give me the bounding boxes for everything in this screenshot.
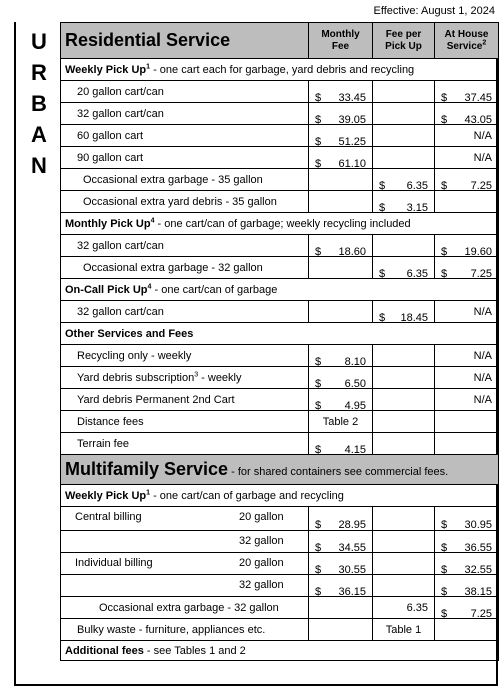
row-label: Occasional extra garbage - 32 gallon [61, 257, 309, 279]
row-label: Yard debris Permanent 2nd Cart [61, 389, 309, 411]
table-row [61, 389, 499, 411]
at-house-cell: $ 37.45 [435, 81, 499, 103]
monthly-fee-cell [309, 257, 373, 279]
col-at-house: At House Service$^2$ [435, 23, 499, 59]
col-fee-per-pickup: Fee per Pick Up [373, 23, 435, 59]
table-row [61, 257, 499, 279]
other-section-row [61, 323, 499, 345]
monthly-fee-cell [309, 301, 373, 323]
monthly-fee-cell: $ 4.95 [309, 389, 373, 411]
row-label: 60 gallon cart [61, 125, 309, 147]
at-house-cell [435, 433, 499, 455]
row-label: Yard debris subscription$^3$ - weekly [61, 367, 309, 389]
table-row [61, 235, 499, 257]
table-row [61, 619, 499, 641]
monthly-fee-cell: $ 4.15 [309, 433, 373, 455]
row-label: 32 gallon cart/can [61, 235, 309, 257]
row-label: 32 gallon cart/can [61, 301, 309, 323]
per-pickup-cell: $ 18.45 [373, 301, 435, 323]
residential-title: Residential Service [61, 23, 309, 59]
per-pickup-cell: $ 6.35 [373, 257, 435, 279]
monthly-fee-cell: Table 2 [309, 411, 373, 433]
table-row [61, 301, 499, 323]
monthly-fee-cell: $ 34.55 [309, 531, 373, 553]
per-pickup-cell: $ 3.15 [373, 191, 435, 213]
table-row [61, 553, 499, 575]
at-house-cell: $ 43.05 [435, 103, 499, 125]
per-pickup-cell [373, 103, 435, 125]
table-row [61, 507, 499, 531]
monthly-fee-cell: $ 61.10 [309, 147, 373, 169]
urban-letter-b: B [31, 91, 47, 116]
row-label: Occasional extra garbage - 32 gallon [61, 597, 309, 619]
per-pickup-cell [373, 575, 435, 597]
per-pickup-cell [373, 389, 435, 411]
monthly-fee-cell: $ 8.10 [309, 345, 373, 367]
per-pickup-cell [373, 125, 435, 147]
urban-letter-a: A [31, 122, 47, 147]
table-row [61, 191, 499, 213]
row-label: 32 gallon [61, 531, 309, 553]
at-house-cell: N/A [435, 301, 499, 323]
at-house-cell: $ 19.60 [435, 235, 499, 257]
per-pickup-cell [373, 433, 435, 455]
row-label: Occasional extra yard debris - 35 gallon [61, 191, 309, 213]
at-house-cell: N/A [435, 367, 499, 389]
oncall-section-row [61, 279, 499, 301]
table-row [61, 103, 499, 125]
per-pickup-cell [373, 531, 435, 553]
urban-letter-n: N [31, 153, 47, 178]
mf-weekly-section-row [61, 485, 499, 507]
per-pickup-cell: Table 1 [373, 619, 435, 641]
monthly-fee-cell: $ 51.25 [309, 125, 373, 147]
at-house-cell: $ 7.25 [435, 597, 499, 619]
row-label: 32 gallon [61, 575, 309, 597]
table-row [61, 367, 499, 389]
at-house-cell: N/A [435, 147, 499, 169]
row-label: 90 gallon cart [61, 147, 309, 169]
per-pickup-cell [373, 147, 435, 169]
monthly-fee-cell: $ 33.45 [309, 81, 373, 103]
at-house-cell: N/A [435, 389, 499, 411]
table-row [61, 81, 499, 103]
row-label: Distance fees [61, 411, 309, 433]
row-label: Bulky waste - furniture, appliances etc. [61, 619, 309, 641]
table-row [61, 345, 499, 367]
at-house-cell: $ 36.55 [435, 531, 499, 553]
per-pickup-cell [373, 81, 435, 103]
monthly-fee-cell [309, 191, 373, 213]
other-heading: Other Services and Fees [61, 323, 499, 345]
per-pickup-cell [373, 411, 435, 433]
row-label: Central billing 20 gallon [61, 507, 309, 531]
monthly-fee-cell: $ 30.55 [309, 553, 373, 575]
table-row [61, 433, 499, 455]
row-label: 20 gallon cart/can [61, 81, 309, 103]
table-row [61, 125, 499, 147]
per-pickup-cell [373, 235, 435, 257]
monthly-fee-cell: $ 36.15 [309, 575, 373, 597]
per-pickup-cell [373, 345, 435, 367]
table-row [61, 169, 499, 191]
monthly-section-row [61, 213, 499, 235]
monthly-fee-cell: $ 6.50 [309, 367, 373, 389]
at-house-cell [435, 411, 499, 433]
per-pickup-cell [373, 507, 435, 531]
row-label: 32 gallon cart/can [61, 103, 309, 125]
rate-table [60, 22, 499, 661]
urban-letter-r: R [31, 60, 47, 85]
residential-header-row [61, 23, 499, 59]
monthly-fee-cell: $ 39.05 [309, 103, 373, 125]
effective-date: Effective: August 1, 2024 [373, 5, 495, 17]
at-house-cell: N/A [435, 125, 499, 147]
per-pickup-cell: 6.35 [373, 597, 435, 619]
additional-fees: Additional fees - see Tables 1 and 2 [61, 641, 499, 661]
weekly-heading: Weekly Pick Up$^1$ - one cart each for garbage, yard debris and recycling [61, 59, 499, 81]
weekly-section-row [61, 59, 499, 81]
per-pickup-cell: $ 6.35 [373, 169, 435, 191]
urban-vertical-label [28, 26, 50, 181]
oncall-heading: On-Call Pick Up$^4$ - one cart/can of garbage [61, 279, 499, 301]
at-house-cell: $ 7.25 [435, 257, 499, 279]
row-label: Individual billing 20 gallon [61, 553, 309, 575]
multifamily-title: Multifamily Service - for shared containers see commercial fees. [61, 455, 499, 485]
mf-weekly-heading: Weekly Pick Up$^1$ - one cart/can of garbage and recycling [61, 485, 499, 507]
at-house-cell [435, 619, 499, 641]
at-house-cell: $ 30.95 [435, 507, 499, 531]
row-label: Occasional extra garbage - 35 gallon [61, 169, 309, 191]
per-pickup-cell [373, 367, 435, 389]
row-label: Terrain fee [61, 433, 309, 455]
monthly-fee-cell: $ 18.60 [309, 235, 373, 257]
monthly-heading: Monthly Pick Up$^4$ - one cart/can of garbage; weekly recycling included [61, 213, 499, 235]
multifamily-header-row [61, 455, 499, 485]
monthly-fee-cell: $ 28.95 [309, 507, 373, 531]
monthly-fee-cell [309, 597, 373, 619]
table-row [61, 531, 499, 553]
col-monthly-fee: Monthly Fee [309, 23, 373, 59]
monthly-fee-cell [309, 169, 373, 191]
at-house-cell: $ 7.25 [435, 169, 499, 191]
urban-letter-u: U [31, 29, 47, 54]
table-row [61, 411, 499, 433]
per-pickup-cell [373, 553, 435, 575]
table-row [61, 147, 499, 169]
monthly-fee-cell [309, 619, 373, 641]
at-house-cell: N/A [435, 345, 499, 367]
at-house-cell: $ 38.15 [435, 575, 499, 597]
table-row [61, 575, 499, 597]
at-house-cell: $ 32.55 [435, 553, 499, 575]
additional-fees-row [61, 641, 499, 661]
table-row [61, 597, 499, 619]
row-label: Recycling only - weekly [61, 345, 309, 367]
at-house-cell [435, 191, 499, 213]
